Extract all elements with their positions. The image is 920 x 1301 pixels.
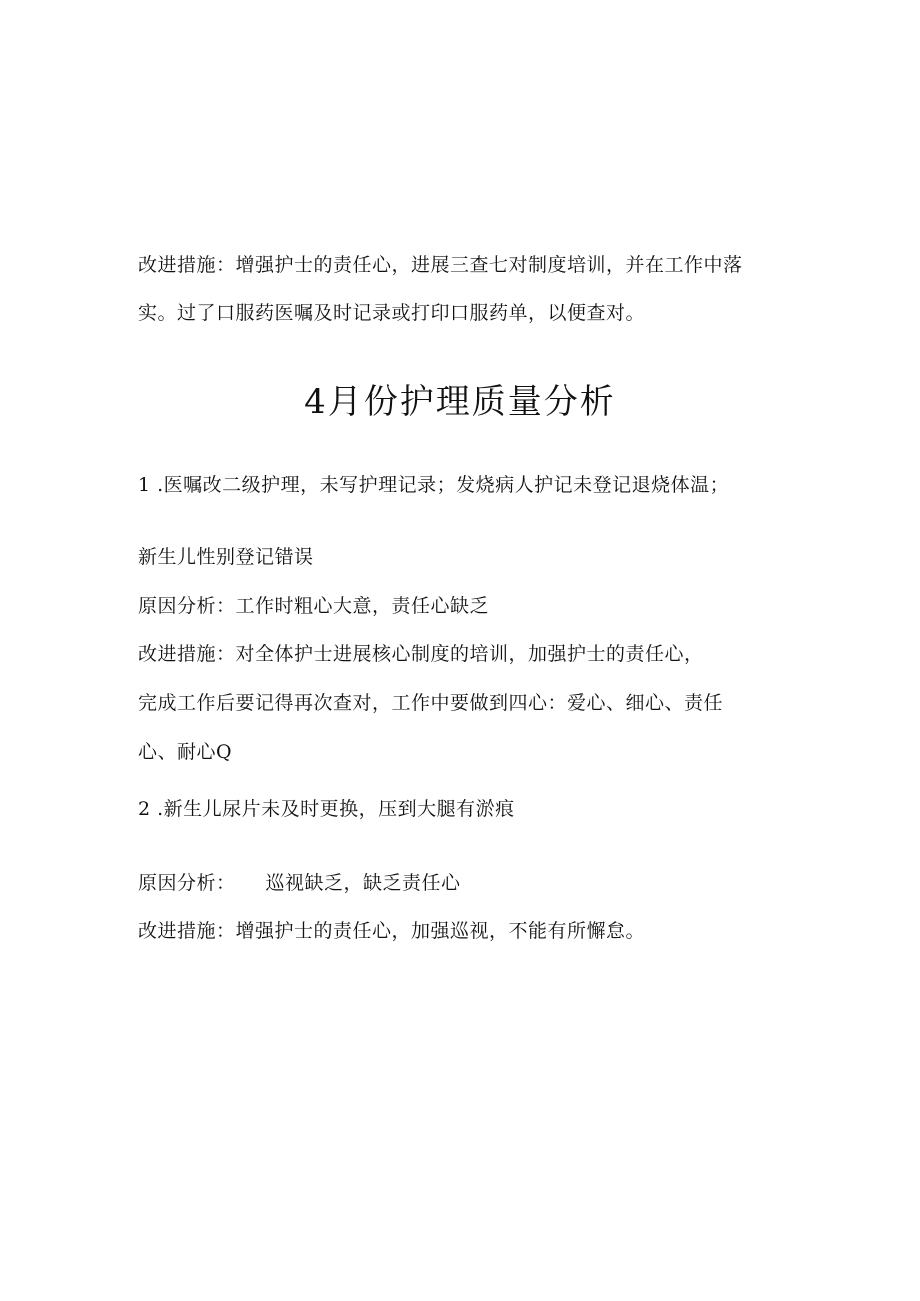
page-title: 4月份护理质量分析 bbox=[304, 382, 616, 422]
item2-cause bbox=[138, 870, 461, 896]
item1-measure-line-2: 完成工作后要记得再次查对，工作中要做到四心：爱心、细心、责任 bbox=[138, 692, 724, 714]
prev-measure-line-2: 实。过了口服药医嘱及时记录或打印口服药单，以便查对。 bbox=[138, 302, 646, 324]
item1-measure-line-1: 改进措施：对全体护士进展核心制度的培训，加强护士的责任心， bbox=[138, 643, 704, 665]
item2-cause-text: 巡视缺乏，缺乏责任心 bbox=[265, 872, 461, 894]
item1-issue-line-2: 新生儿性别登记错误 bbox=[138, 546, 314, 568]
item2-issue: 2 .新生儿尿片未及时更换，压到大腿有淤痕 bbox=[138, 798, 515, 820]
item1-measure-line-3: 心、耐心Q bbox=[138, 741, 233, 763]
item1-cause: 原因分析：工作时粗心大意，责任心缺乏 bbox=[138, 595, 490, 617]
item2-cause-label: 原因分析： bbox=[138, 872, 236, 894]
prev-measure-line-1: 改进措施：增强护士的责任心，进展三查七对制度培训，并在工作中落 bbox=[138, 254, 743, 276]
item2-measure: 改进措施：增强护士的责任心，加强巡视，不能有所懈怠。 bbox=[138, 920, 646, 942]
item1-issue-line-1: 1 .医嘱改二级护理，未写护理记录；发烧病人护记未登记退烧体温； bbox=[138, 474, 730, 496]
